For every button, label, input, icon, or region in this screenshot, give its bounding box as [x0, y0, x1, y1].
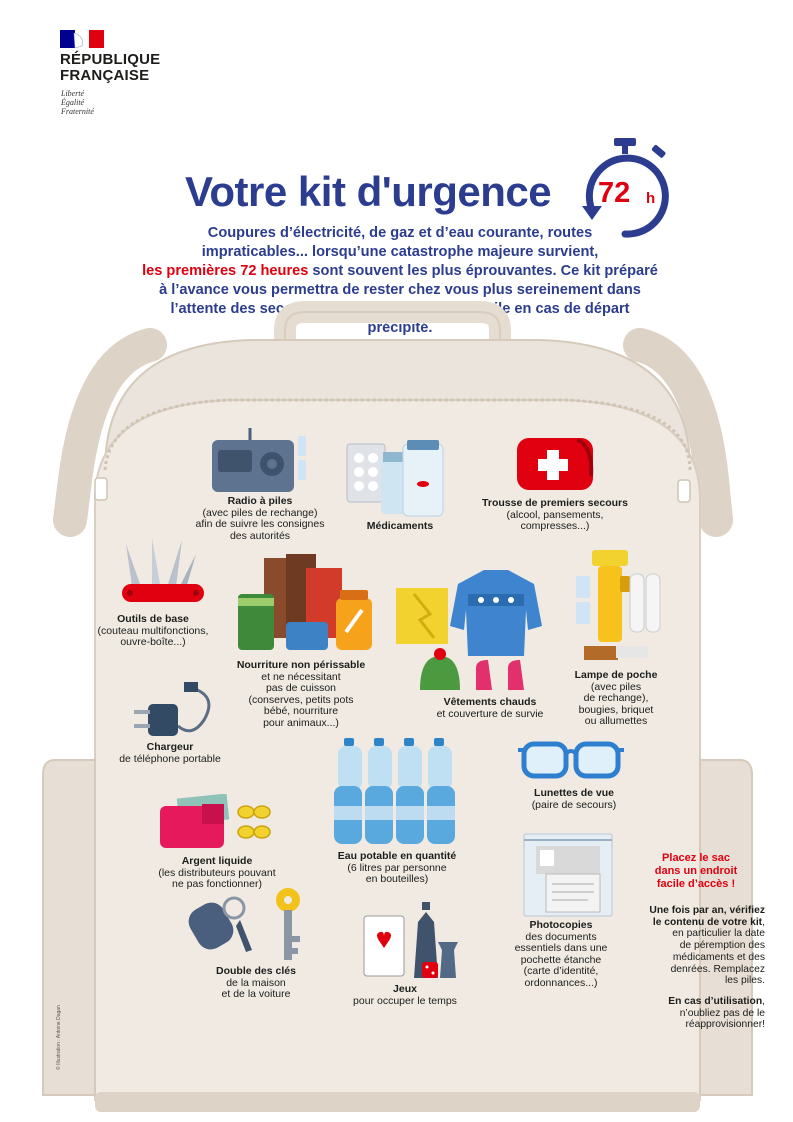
label-clothes: Vêtements chauds et couverture de survie [436, 696, 544, 720]
badge-unit: h [646, 190, 656, 207]
label-keys: Double des clés de la maison et de la voiture [216, 965, 296, 1000]
charger-icon [132, 676, 222, 742]
placement-advice: Placez le sac dans un endroit facile d’accès ! [654, 852, 738, 890]
glasses-icon [518, 738, 624, 782]
first-aid-kit-icon [515, 436, 595, 492]
keys-icon [188, 886, 304, 964]
label-glasses: Lunettes de vue (paire de secours) [531, 787, 617, 811]
intro-text: Coupures d’électricité, de gaz et d’eau courante, routes impraticables... lorsqu’une catastrophe majeure survient, les premières 72 heures sont souvent les plus éprouvantes. Ce kit préparé à l’avance vous permettra de rester chez vous plus sereinement dans l’attente des secours. Il vous sera aussi très utile en cas de départ précipité. [142, 225, 658, 336]
food-icon [236, 554, 376, 654]
label-water: Eau potable en quantité (6 litres par personne en bouteilles) [337, 850, 457, 885]
republic-name: RÉPUBLIQUE FRANÇAISE [60, 51, 161, 84]
label-food: Nourriture non périssable et ne nécessitant pas de cuisson (conserves, petits pots bébé, nourriture pour animaux...) [236, 659, 366, 729]
cash-icon [158, 794, 278, 852]
label-photocopies: Photocopies des documents essentiels dans une pochette étanche (carte d’identité, ordonnances...) [514, 919, 608, 989]
games-icon [360, 898, 466, 982]
maintenance-advice: Une fois par an, vérifiez le contenu de votre kit, en particulier la date de péremption des médicaments et des denrées. Remplacez les piles. En cas d’utilisation, n’oubliez pas de le réapprovisionner! [649, 905, 765, 1031]
medicines-icon [345, 438, 445, 518]
label-flashlight: Lampe de poche (avec piles de rechange), bougies, briquet ou allumettes [574, 669, 658, 727]
republic-motto: Liberté Égalité Fraternité [61, 89, 94, 116]
label-charger: Chargeur de téléphone portable [119, 741, 221, 765]
label-tools: Outils de base (couteau multifonctions, ouvre-boîte...) [97, 613, 209, 648]
label-cash: Argent liquide (les distributeurs pouvant ne pas fonctionner) [158, 855, 276, 890]
label-medicines: Médicaments [366, 520, 434, 532]
illustration-credit: © Illustration : Antoine Dagan [56, 1005, 62, 1070]
label-radio: Radio à piles (avec piles de rechange) afin de suivre les consignes des autorités [195, 495, 325, 542]
warm-clothes-icon [396, 564, 546, 692]
documents-pouch-icon [522, 830, 614, 918]
label-games: Jeux pour occuper le temps [353, 983, 457, 1007]
page-title: Votre kit d'urgence [185, 168, 552, 215]
badge-number: 72 [598, 177, 631, 209]
multitool-icon [112, 534, 212, 610]
radio-icon [210, 426, 310, 496]
label-first-aid: Trousse de premiers secours (alcool, pansements, compresses...) [482, 497, 628, 532]
flashlight-icon [574, 546, 674, 666]
water-bottles-icon [332, 734, 462, 846]
